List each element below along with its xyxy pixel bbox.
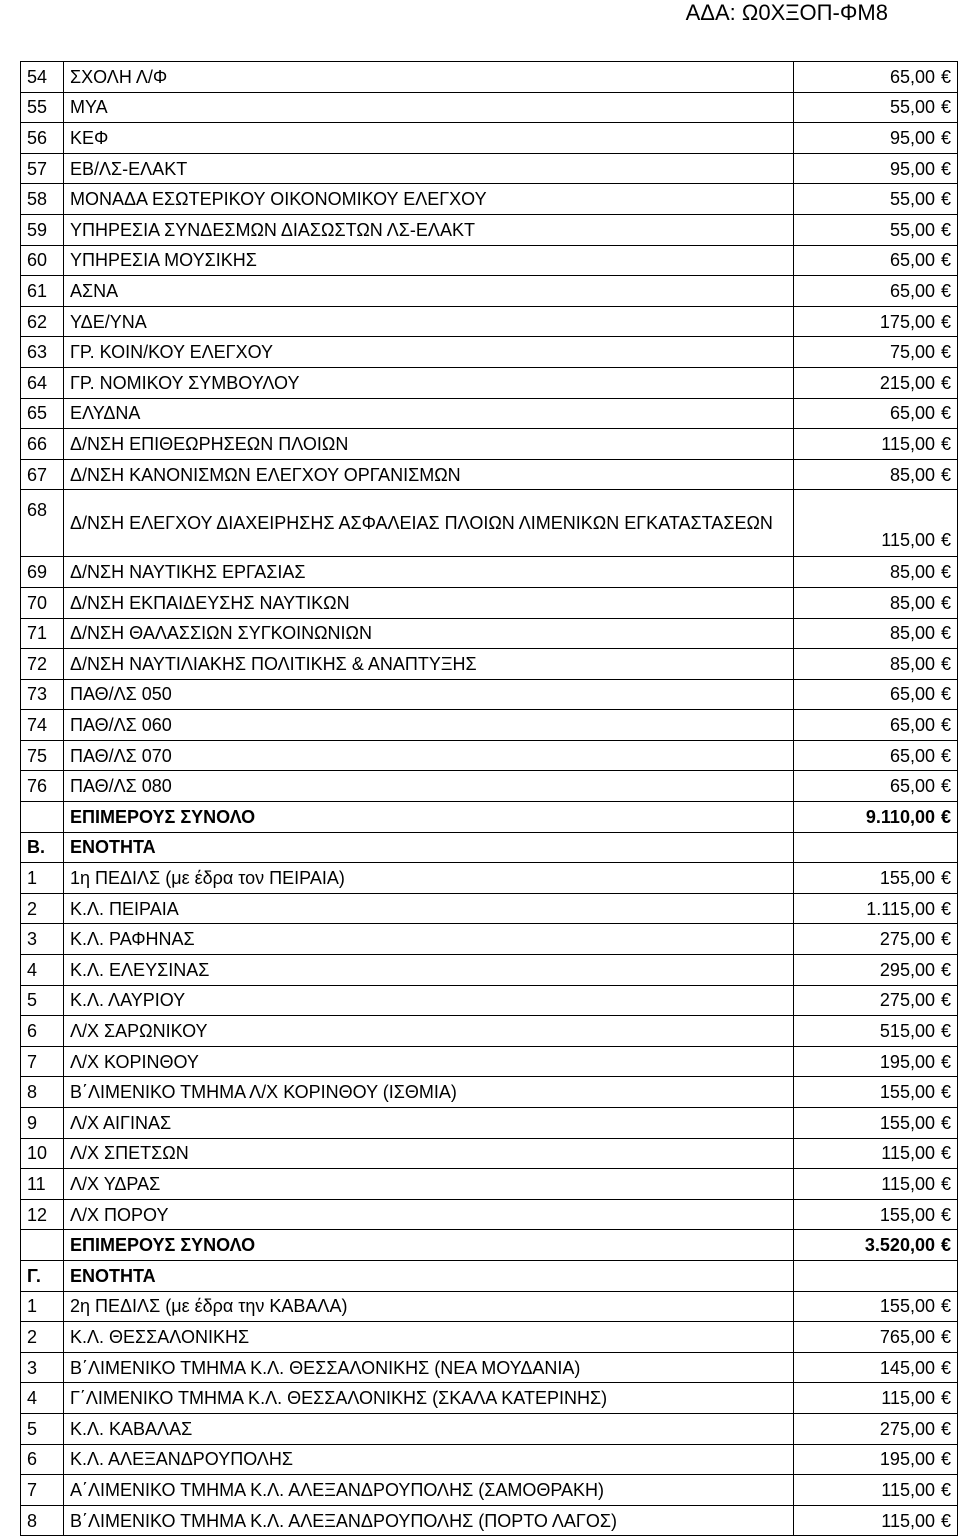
subtotal-label: ΕΠΙΜΕΡΟΥΣ ΣΥΝΟΛΟ <box>64 1230 794 1261</box>
row-description: Κ.Λ. ΡΑΦΗΝΑΣ <box>64 924 794 955</box>
subtotal-amount-cell <box>794 802 958 833</box>
row-number: 1 <box>21 1291 64 1322</box>
row-number: 12 <box>21 1199 64 1230</box>
row-description: Δ/ΝΣΗ ΘΑΛΑΣΣΙΩΝ ΣΥΓΚΟΙΝΩΝΙΩΝ <box>64 618 794 649</box>
row-amount: 85,00 <box>889 623 935 644</box>
row-amount-cell <box>794 985 958 1016</box>
row-description: Δ/ΝΣΗ ΕΠΙΘΕΩΡΗΣΕΩΝ ΠΛΟΙΩΝ <box>64 429 794 460</box>
row-description: Λ/Χ ΠΟΡΟΥ <box>64 1199 794 1230</box>
row-number: 2 <box>21 893 64 924</box>
subtotal-row <box>21 802 958 833</box>
row-number: 4 <box>21 955 64 986</box>
table-row <box>21 740 958 771</box>
row-description: 1η ΠΕΔΙΛΣ (με έδρα τον ΠΕΙΡΑΙΑ) <box>64 863 794 894</box>
euro-icon: € <box>940 342 951 363</box>
table-row <box>21 924 958 955</box>
row-number: 1 <box>21 863 64 894</box>
row-amount-cell <box>794 153 958 184</box>
table-row <box>21 245 958 276</box>
table-row <box>21 557 958 588</box>
table-row <box>21 1413 958 1444</box>
row-amount-cell <box>794 306 958 337</box>
row-description: Κ.Λ. ΠΕΙΡΑΙΑ <box>64 893 794 924</box>
row-number: 3 <box>21 924 64 955</box>
row-number: 60 <box>21 245 64 276</box>
row-description: ΕΛΥΔΝΑ <box>64 398 794 429</box>
row-number: 74 <box>21 710 64 741</box>
row-description: Δ/ΝΣΗ ΚΑΝΟΝΙΣΜΩΝ ΕΛΕΓΧΟΥ ΟΡΓΑΝΙΣΜΩΝ <box>64 459 794 490</box>
row-description: Κ.Λ. ΛΑΥΡΙΟΥ <box>64 985 794 1016</box>
row-amount: 155,00 <box>879 1204 935 1225</box>
row-amount: 95,00 <box>889 158 935 179</box>
row-number: Γ. <box>21 1260 64 1291</box>
row-amount-cell <box>794 123 958 154</box>
euro-icon: € <box>940 219 951 240</box>
section-label: ΕΝΟΤΗΤΑ <box>64 832 794 863</box>
row-amount-cell <box>794 649 958 680</box>
table-row <box>21 367 958 398</box>
row-description: Α΄ΛΙΜΕΝΙΚΟ ΤΜΗΜΑ Κ.Λ. ΑΛΕΞΑΝΔΡΟΥΠΟΛΗΣ (ΣΑΜΟΘΡΑΚΗ) <box>64 1475 794 1506</box>
table-row <box>21 1077 958 1108</box>
table-body <box>21 62 958 1536</box>
row-amount: 65,00 <box>889 280 935 301</box>
row-amount: 155,00 <box>879 1112 935 1133</box>
subtotal-row <box>21 1230 958 1261</box>
row-amount: 75,00 <box>889 342 935 363</box>
table-row <box>21 459 958 490</box>
row-number: 62 <box>21 306 64 337</box>
row-number: 57 <box>21 153 64 184</box>
row-description: Δ/ΝΣΗ ΝΑΥΤΙΛΙΑΚΗΣ ΠΟΛΙΤΙΚΗΣ & ΑΝΑΠΤΥΞΗΣ <box>64 649 794 680</box>
row-amount-cell <box>794 1260 958 1291</box>
row-amount: 115,00 <box>881 1173 935 1194</box>
euro-icon: € <box>940 592 951 613</box>
row-amount: 295,00 <box>879 959 935 980</box>
row-amount: 155,00 <box>879 868 935 889</box>
euro-icon: € <box>940 1204 951 1225</box>
row-amount-cell <box>794 587 958 618</box>
row-amount: 65,00 <box>889 250 935 271</box>
section-label: ΕΝΟΤΗΤΑ <box>64 1260 794 1291</box>
ada-code: ΑΔΑ: Ω0ΧΞΟΠ-ΦΜ8 <box>685 0 888 25</box>
row-number: 75 <box>21 740 64 771</box>
euro-icon: € <box>940 250 951 271</box>
table-row <box>21 1322 958 1353</box>
row-amount: 85,00 <box>889 592 935 613</box>
row-amount-cell <box>794 1291 958 1322</box>
row-amount-cell <box>794 1505 958 1536</box>
row-number: 76 <box>21 771 64 802</box>
table-row <box>21 1475 958 1506</box>
table-row <box>21 184 958 215</box>
row-description: Κ.Λ. ΚΑΒΑΛΑΣ <box>64 1413 794 1444</box>
row-number: 64 <box>21 367 64 398</box>
euro-icon: € <box>940 433 951 454</box>
row-number: 54 <box>21 62 64 93</box>
table-row <box>21 1046 958 1077</box>
subtotal-amount: 3.520,00 <box>864 1235 935 1256</box>
table-row <box>21 955 958 986</box>
euro-icon: € <box>940 1418 951 1439</box>
row-amount: 195,00 <box>879 1449 935 1470</box>
row-amount: 115,00 <box>881 530 935 551</box>
row-number: 58 <box>21 184 64 215</box>
row-amount-cell <box>794 490 958 557</box>
row-number: 71 <box>21 618 64 649</box>
row-amount-cell <box>794 92 958 123</box>
row-description: Κ.Λ. ΘΕΣΣΑΛΟΝΙΚΗΣ <box>64 1322 794 1353</box>
euro-icon: € <box>940 189 951 210</box>
euro-icon: € <box>940 806 951 827</box>
row-description: Β΄ΛΙΜΕΝΙΚΟ ΤΜΗΜΑ Κ.Λ. ΘΕΣΣΑΛΟΝΙΚΗΣ (ΝΕΑ ΜΟΥΔΑΝΙΑ) <box>64 1352 794 1383</box>
row-number: 6 <box>21 1444 64 1475</box>
euro-icon: € <box>940 745 951 766</box>
subtotal-amount-cell <box>794 1230 958 1261</box>
table-row <box>21 306 958 337</box>
row-description: Κ.Λ. ΑΛΕΞΑΝΔΡΟΥΠΟΛΗΣ <box>64 1444 794 1475</box>
table-row <box>21 618 958 649</box>
row-number: 59 <box>21 214 64 245</box>
row-amount-cell <box>794 1352 958 1383</box>
row-number: 67 <box>21 459 64 490</box>
row-description: Β΄ΛΙΜΕΝΙΚΟ ΤΜΗΜΑ Λ/Χ ΚΟΡΙΝΘΟΥ (ΙΣΘΜΙΑ) <box>64 1077 794 1108</box>
euro-icon: € <box>940 1479 951 1500</box>
euro-icon: € <box>940 403 951 424</box>
row-number: 8 <box>21 1077 64 1108</box>
table-row <box>21 1291 958 1322</box>
table-row <box>21 1352 958 1383</box>
row-description: Λ/Χ ΥΔΡΑΣ <box>64 1169 794 1200</box>
row-amount: 115,00 <box>881 1143 935 1164</box>
row-amount-cell <box>794 367 958 398</box>
row-amount: 215,00 <box>879 372 935 393</box>
euro-icon: € <box>940 66 951 87</box>
euro-icon: € <box>940 990 951 1011</box>
row-amount: 115,00 <box>881 1388 935 1409</box>
euro-icon: € <box>940 1235 951 1256</box>
row-amount-cell <box>794 1169 958 1200</box>
row-number: 10 <box>21 1138 64 1169</box>
euro-icon: € <box>940 158 951 179</box>
row-amount: 1.115,00 <box>866 898 935 919</box>
row-amount: 65,00 <box>889 745 935 766</box>
row-amount-cell <box>794 863 958 894</box>
row-description: ΠΑΘ/ΛΣ 080 <box>64 771 794 802</box>
row-amount-cell <box>794 62 958 93</box>
row-amount-cell <box>794 1016 958 1047</box>
row-amount: 275,00 <box>879 990 935 1011</box>
row-description: Λ/Χ ΣΠΕΤΣΩΝ <box>64 1138 794 1169</box>
row-number: 3 <box>21 1352 64 1383</box>
row-description: Γ΄ΛΙΜΕΝΙΚΟ ΤΜΗΜΑ Κ.Λ. ΘΕΣΣΑΛΟΝΙΚΗΣ (ΣΚΑΛΑ ΚΑΤΕΡΙΝΗΣ) <box>64 1383 794 1414</box>
row-number: Β. <box>21 832 64 863</box>
table-row <box>21 398 958 429</box>
row-amount-cell <box>794 1077 958 1108</box>
row-amount-cell <box>794 245 958 276</box>
row-amount-cell <box>794 429 958 460</box>
table-row <box>21 771 958 802</box>
row-description: ΑΣΝΑ <box>64 276 794 307</box>
euro-icon: € <box>940 653 951 674</box>
row-description: Κ.Λ. ΕΛΕΥΣΙΝΑΣ <box>64 955 794 986</box>
row-description: ΓΡ. ΚΟΙΝ/ΚΟΥ ΕΛΕΓΧΟΥ <box>64 337 794 368</box>
row-description: ΜΟΝΑΔΑ ΕΣΩΤΕΡΙΚΟΥ ΟΙΚΟΝΟΜΙΚΟΥ ΕΛΕΓΧΟΥ <box>64 184 794 215</box>
row-number: 66 <box>21 429 64 460</box>
row-description: Δ/ΝΣΗ ΝΑΥΤΙΚΗΣ ΕΡΓΑΣΙΑΣ <box>64 557 794 588</box>
euro-icon: € <box>940 1051 951 1072</box>
row-description: Λ/Χ ΚΟΡΙΝΘΟΥ <box>64 1046 794 1077</box>
row-number: 4 <box>21 1383 64 1414</box>
table-row <box>21 123 958 154</box>
row-amount-cell <box>794 1108 958 1139</box>
row-amount: 765,00 <box>879 1326 935 1347</box>
euro-icon: € <box>940 776 951 797</box>
euro-icon: € <box>940 684 951 705</box>
euro-icon: € <box>940 1173 951 1194</box>
row-amount: 65,00 <box>889 403 935 424</box>
row-description: Λ/Χ ΣΑΡΩΝΙΚΟΥ <box>64 1016 794 1047</box>
euro-icon: € <box>940 929 951 950</box>
row-amount-cell <box>794 214 958 245</box>
row-amount: 275,00 <box>879 929 935 950</box>
euro-icon: € <box>940 623 951 644</box>
table-row <box>21 337 958 368</box>
row-number: 73 <box>21 679 64 710</box>
euro-icon: € <box>940 1082 951 1103</box>
table-row <box>21 1138 958 1169</box>
row-amount: 115,00 <box>881 1479 935 1500</box>
euro-icon: € <box>940 97 951 118</box>
row-amount: 55,00 <box>889 219 935 240</box>
row-number: 56 <box>21 123 64 154</box>
row-number: 6 <box>21 1016 64 1047</box>
row-amount: 115,00 <box>881 433 935 454</box>
table-row <box>21 1108 958 1139</box>
row-amount: 85,00 <box>889 562 935 583</box>
euro-icon: € <box>940 868 951 889</box>
row-amount-cell <box>794 1199 958 1230</box>
row-number: 63 <box>21 337 64 368</box>
row-description: ΕΒ/ΛΣ-ΕΛΑΚΤ <box>64 153 794 184</box>
table-row <box>21 985 958 1016</box>
row-amount: 155,00 <box>879 1082 935 1103</box>
row-amount: 55,00 <box>889 97 935 118</box>
euro-icon: € <box>940 1143 951 1164</box>
row-amount-cell <box>794 459 958 490</box>
row-description: Λ/Χ ΑΙΓΙΝΑΣ <box>64 1108 794 1139</box>
row-number: 2 <box>21 1322 64 1353</box>
row-number <box>21 802 64 833</box>
table-row <box>21 92 958 123</box>
section-row <box>21 1260 958 1291</box>
euro-icon: € <box>940 1388 951 1409</box>
euro-icon: € <box>940 372 951 393</box>
row-amount-cell <box>794 1413 958 1444</box>
row-amount-cell <box>794 1138 958 1169</box>
row-amount: 55,00 <box>889 189 935 210</box>
row-amount-cell <box>794 1475 958 1506</box>
row-description: ΠΑΘ/ΛΣ 070 <box>64 740 794 771</box>
row-number: 70 <box>21 587 64 618</box>
row-number: 5 <box>21 985 64 1016</box>
table-row <box>21 214 958 245</box>
euro-icon: € <box>940 1296 951 1317</box>
table-row <box>21 1444 958 1475</box>
row-amount-cell <box>794 1444 958 1475</box>
table-row <box>21 276 958 307</box>
row-amount: 145,00 <box>879 1357 935 1378</box>
row-amount-cell <box>794 398 958 429</box>
row-number <box>21 1230 64 1261</box>
row-amount-cell <box>794 955 958 986</box>
section-row <box>21 832 958 863</box>
euro-icon: € <box>940 1510 951 1531</box>
euro-icon: € <box>940 1112 951 1133</box>
row-amount-cell <box>794 771 958 802</box>
row-number: 72 <box>21 649 64 680</box>
row-number: 68 <box>21 490 64 557</box>
table-row <box>21 863 958 894</box>
table-row <box>21 153 958 184</box>
subtotal-amount: 9.110,00 <box>865 806 935 827</box>
row-number: 65 <box>21 398 64 429</box>
row-amount: 85,00 <box>889 464 935 485</box>
row-number: 5 <box>21 1413 64 1444</box>
euro-icon: € <box>940 1326 951 1347</box>
row-amount: 115,00 <box>881 1510 935 1531</box>
row-description: ΠΑΘ/ΛΣ 050 <box>64 679 794 710</box>
row-description: Δ/ΝΣΗ ΕΚΠΑΙΔΕΥΣΗΣ ΝΑΥΤΙΚΩΝ <box>64 587 794 618</box>
row-description: ΠΑΘ/ΛΣ 060 <box>64 710 794 741</box>
row-amount-cell <box>794 710 958 741</box>
table-row <box>21 893 958 924</box>
table-row <box>21 1199 958 1230</box>
euro-icon: € <box>940 530 951 551</box>
table-row <box>21 679 958 710</box>
table-row <box>21 429 958 460</box>
row-amount: 85,00 <box>889 653 935 674</box>
table-row <box>21 649 958 680</box>
table-row <box>21 1169 958 1200</box>
row-number: 7 <box>21 1475 64 1506</box>
row-description: Β΄ΛΙΜΕΝΙΚΟ ΤΜΗΜΑ Κ.Λ. ΑΛΕΞΑΝΔΡΟΥΠΟΛΗΣ (ΠΟΡΤΟ ΛΑΓΟΣ) <box>64 1505 794 1536</box>
row-number: 8 <box>21 1505 64 1536</box>
euro-icon: € <box>940 1021 951 1042</box>
row-number: 55 <box>21 92 64 123</box>
table-row <box>21 62 958 93</box>
table-row <box>21 710 958 741</box>
row-amount: 155,00 <box>879 1296 935 1317</box>
euro-icon: € <box>940 959 951 980</box>
row-description: ΥΠΗΡΕΣΙΑ ΜΟΥΣΙΚΗΣ <box>64 245 794 276</box>
row-number: 7 <box>21 1046 64 1077</box>
row-number: 11 <box>21 1169 64 1200</box>
row-description: 2η ΠΕΔΙΛΣ (με έδρα την ΚΑΒΑΛΑ) <box>64 1291 794 1322</box>
table-row <box>21 1383 958 1414</box>
allocation-table <box>20 61 958 1536</box>
row-amount: 175,00 <box>879 311 935 332</box>
row-amount: 195,00 <box>879 1051 935 1072</box>
euro-icon: € <box>940 127 951 148</box>
table-row <box>21 1505 958 1536</box>
row-amount: 65,00 <box>889 776 935 797</box>
euro-icon: € <box>940 464 951 485</box>
row-description: ΚΕΦ <box>64 123 794 154</box>
euro-icon: € <box>940 280 951 301</box>
row-amount-cell <box>794 740 958 771</box>
row-number: 69 <box>21 557 64 588</box>
row-amount-cell <box>794 276 958 307</box>
table-row <box>21 1016 958 1047</box>
euro-icon: € <box>940 311 951 332</box>
row-amount-cell <box>794 184 958 215</box>
row-amount-cell <box>794 618 958 649</box>
row-description: Δ/ΝΣΗ ΕΛΕΓΧΟΥ ΔΙΑΧΕΙΡΗΣΗΣ ΑΣΦΑΛΕΙΑΣ ΠΛΟΙΩΝ ΛΙΜΕΝΙΚΩΝ ΕΓΚΑΤΑΣΤΑΣΕΩΝ <box>64 490 794 557</box>
row-amount: 65,00 <box>889 684 935 705</box>
row-amount-cell <box>794 337 958 368</box>
table-row <box>21 587 958 618</box>
euro-icon: € <box>940 562 951 583</box>
row-number: 9 <box>21 1108 64 1139</box>
row-amount: 515,00 <box>879 1021 935 1042</box>
subtotal-label: ΕΠΙΜΕΡΟΥΣ ΣΥΝΟΛΟ <box>64 802 794 833</box>
row-description: ΜΥΑ <box>64 92 794 123</box>
row-description: ΣΧΟΛΗ Λ/Φ <box>64 62 794 93</box>
row-amount-cell <box>794 893 958 924</box>
row-amount-cell <box>794 557 958 588</box>
row-amount: 275,00 <box>879 1418 935 1439</box>
table-row <box>21 490 958 557</box>
row-amount: 65,00 <box>889 715 935 736</box>
row-description: ΓΡ. ΝΟΜΙΚΟΥ ΣΥΜΒΟΥΛΟΥ <box>64 367 794 398</box>
row-description: ΥΠΗΡΕΣΙΑ ΣΥΝΔΕΣΜΩΝ ΔΙΑΣΩΣΤΩΝ ΛΣ-ΕΛΑΚΤ <box>64 214 794 245</box>
euro-icon: € <box>940 1357 951 1378</box>
euro-icon: € <box>940 715 951 736</box>
row-amount-cell <box>794 679 958 710</box>
euro-icon: € <box>940 898 951 919</box>
row-amount-cell <box>794 1046 958 1077</box>
row-amount: 95,00 <box>889 127 935 148</box>
row-amount: 65,00 <box>889 66 935 87</box>
row-description: ΥΔΕ/ΥΝΑ <box>64 306 794 337</box>
row-amount-cell <box>794 832 958 863</box>
row-amount-cell <box>794 1383 958 1414</box>
row-amount-cell <box>794 924 958 955</box>
row-amount-cell <box>794 1322 958 1353</box>
euro-icon: € <box>940 1449 951 1470</box>
row-number: 61 <box>21 276 64 307</box>
